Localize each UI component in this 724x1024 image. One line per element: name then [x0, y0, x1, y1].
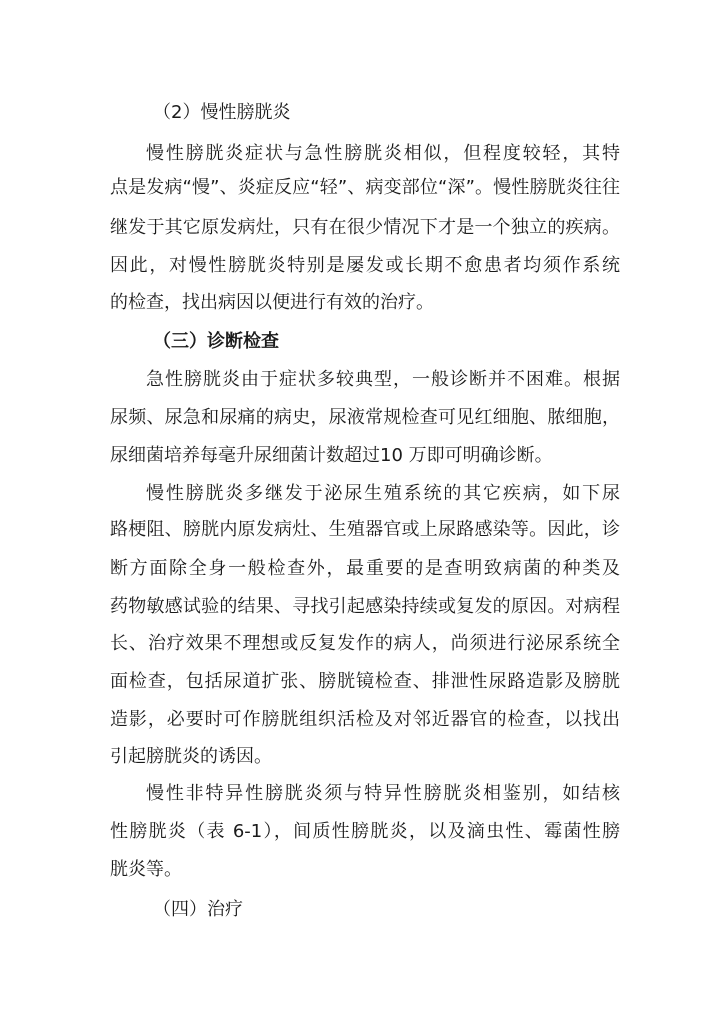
- paragraph-line: 性膀胱炎（表 6-1），间质性膀胱炎，以及滴虫性、霉菌性膀: [110, 821, 620, 842]
- paragraph-line: 药物敏感试验的结果、寻找引起感染持续或复发的原因。对病程: [110, 596, 620, 617]
- paragraph-line: 尿细菌培养每毫升尿细菌计数超过10 万即可明确诊断。: [110, 445, 553, 466]
- paragraph-line: 尿频、尿急和尿痛的病史，尿液常规检查可见红细胞、脓细胞，: [110, 407, 620, 428]
- paragraph-line: 急性膀胱炎由于症状多较典型，一般诊断并不困难。根据: [146, 369, 620, 390]
- paragraph-line: 慢性非特异性膀胱炎须与特异性膀胱炎相鉴别，如结核: [146, 783, 620, 804]
- paragraph-line: 造影，必要时可作膀胱组织活检及对邻近器官的检查，以找出: [110, 709, 620, 730]
- paragraph-line: 胱炎等。: [110, 859, 182, 880]
- paragraph-line: 面检查，包括尿道扩张、膀胱镜检查、排泄性尿路造影及膀胱: [110, 671, 620, 692]
- paragraph-line: 引起膀胱炎的诱因。: [110, 746, 272, 767]
- paragraph-line: 长、治疗效果不理想或反复发作的病人，尚须进行泌尿系统全: [110, 633, 620, 654]
- heading-diagnosis: （三）诊断检查: [153, 331, 279, 352]
- paragraph-line: 继发于其它原发病灶，只有在很少情况下才是一个独立的疾病。: [110, 217, 620, 238]
- paragraph-line: 路梗阻、膀胱内原发病灶、生殖器官或上尿路感染等。因此，诊: [110, 519, 620, 540]
- paragraph-line: 断方面除全身一般检查外，最重要的是查明致病菌的种类及: [110, 558, 620, 579]
- paragraph-line: 点是发病“慢”、炎症反应“轻”、病变部位“深”。慢性膀胱炎往往: [110, 177, 620, 198]
- paragraph-line: 的检查，找出病因以便进行有效的治疗。: [110, 292, 434, 313]
- paragraph-line: 慢性膀胱炎症状与急性膀胱炎相似，但程度较轻，其特: [146, 143, 620, 164]
- paragraph-line: 因此，对慢性膀胱炎特别是屡发或长期不愈患者均须作系统: [110, 255, 620, 276]
- paragraph-line: 慢性膀胱炎多继发于泌尿生殖系统的其它疾病，如下尿: [146, 483, 620, 504]
- heading-chronic-cystitis: （2）慢性膀胱炎: [153, 102, 291, 123]
- heading-treatment: （四）治疗: [153, 899, 243, 920]
